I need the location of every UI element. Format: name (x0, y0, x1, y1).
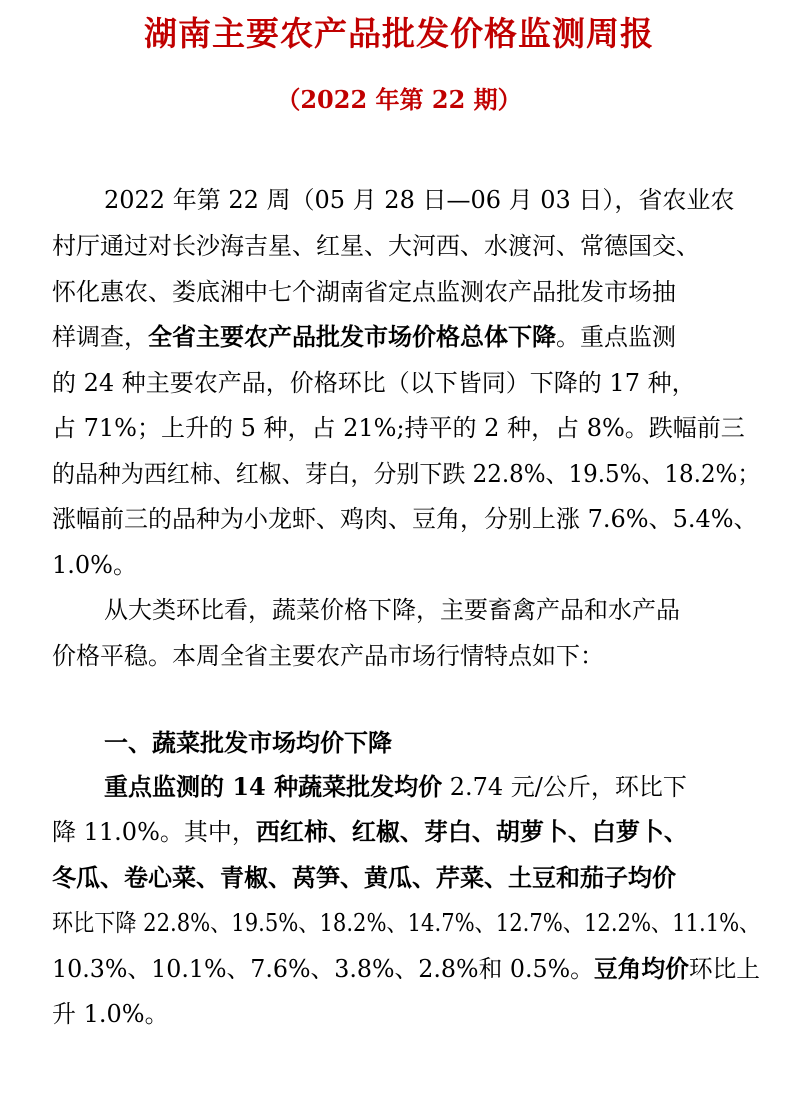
text-line: 的品种为西红柿、红椒、芽白，分别下跌 22.8%、19.5%、18.2%； (52, 460, 761, 488)
text-line: 10.3%、10.1%、7.6%、3.8%、2.8%和 0.5%。豆角均价环比上 (52, 954, 761, 983)
text-line: 降 11.0%。其中，西红柿、红椒、芽白、胡萝卜、白萝卜、 (52, 817, 688, 846)
text-line: 1.0%。 (52, 551, 137, 579)
highlight-text: 重点监测的 14 种蔬菜批发均价 (104, 772, 443, 801)
text-line: 2022 年第 22 周（05 月 28 日—06 月 03 日），省农业农 (104, 186, 735, 214)
issue-number: （2022 年第 22 期） (276, 85, 522, 114)
text-line: 环比下降 22.8%、19.5%、18.2%、14.7%、12.7%、12.2%、11.1%、 (52, 909, 761, 937)
text-line: 升 1.0%。 (52, 1000, 169, 1028)
text-line: 村厅通过对长沙海吉星、红星、大河西、水渡河、常德国交、 (52, 232, 700, 260)
text-line: 占 71%；上升的 5 种，占 21%;持平的 2 种，占 8%。跌幅前三 (52, 414, 745, 442)
highlight-text: 全省主要农产品批发市场价格总体下降 (148, 322, 556, 351)
highlight-text: 西红柿、红椒、芽白、胡萝卜、白萝卜、 (255, 817, 688, 846)
highlight-text: 豆角均价 (593, 954, 689, 983)
highlight-text: 冬瓜、卷心菜、青椒、莴笋、黄瓜、芹菜、土豆和茄子均价 (52, 863, 676, 892)
text-line: 的 24 种主要农产品，价格环比（以下皆同）下降的 17 种， (52, 369, 696, 397)
text-line: 重点监测的 14 种蔬菜批发均价 2.74 元/公斤，环比下 (104, 772, 687, 801)
text-line (52, 863, 676, 893)
section-heading: 一、蔬菜批发市场均价下降 (104, 728, 392, 757)
text-line: 样调查，全省主要农产品批发市场价格总体下降。重点监测 (52, 322, 676, 351)
text-line: 从大类环比看，蔬菜价格下降，主要畜禽产品和水产品 (104, 596, 680, 624)
text-line: 涨幅前三的品种为小龙虾、鸡肉、豆角，分别上涨 7.6%、5.4%、 (52, 505, 758, 533)
report-title: 湖南主要农产品批发价格监测周报 (144, 14, 654, 53)
text-line: 怀化惠农、娄底湘中七个湖南省定点监测农产品批发市场抽 (52, 278, 676, 306)
text-line: 价格平稳。本周全省主要农产品市场行情特点如下： (52, 642, 604, 670)
